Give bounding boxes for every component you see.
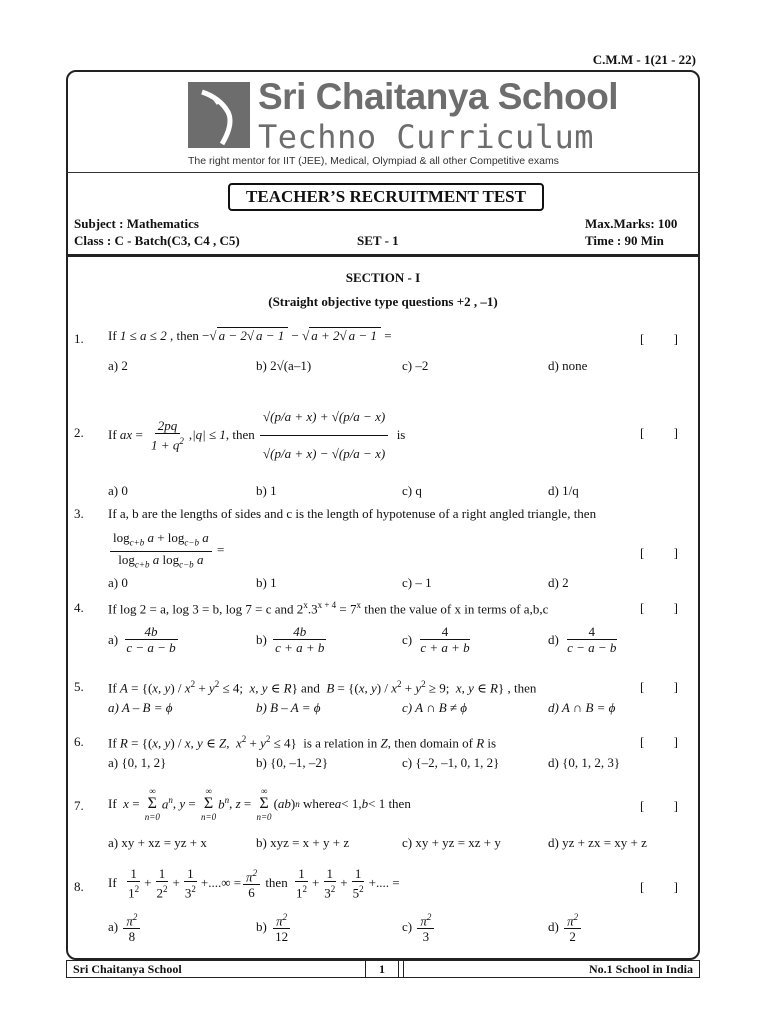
option-c: c) $\frac{4}{c + a + b}$: [402, 624, 470, 655]
divider: [66, 172, 700, 173]
question-2-stem: If ax = $\frac{2pq}{1 + q^2}$ , |q| ≤ 1 , then $\frac{√(p/a + x) + √(p/a - x)}{√(p/a + x) - √(p/a - x)}$ is: [108, 396, 405, 474]
option-a: a) 0: [108, 575, 128, 590]
option-d: d) none: [548, 358, 588, 373]
tagline: The right mentor for IIT (JEE), Medical, Olympiad & all other Competitive exams: [188, 155, 559, 167]
answer-bracket[interactable]: [ ]: [640, 600, 678, 615]
section-subtitle: (Straight objective type questions +2 , –1): [268, 294, 498, 309]
answer-bracket[interactable]: [ ]: [640, 545, 678, 560]
option-c: c) –2: [402, 358, 429, 373]
option-b: b) 1: [256, 483, 277, 498]
option-b: b) 1: [256, 575, 277, 590]
option-c: c) q: [402, 483, 422, 498]
time-label: Time : 90 Min: [585, 233, 664, 248]
question-3-stem: If a, b are the lengths of sides and c is the length of hypotenuse of a right angled triangle, then: [108, 506, 597, 521]
option-d: d) $\frac{4}{c - a - b}$: [548, 624, 617, 655]
test-title: TEACHER’S RECRUITMENT TEST: [228, 183, 544, 211]
question-1-stem: If 1 ≤ a ≤ 2 , then −√ a − 2√ a − 1 − √ a + 2√ a − 1 =: [108, 328, 392, 343]
option-a: a) xy + xz = yz + x: [108, 835, 207, 850]
option-c: c) A ∩ B ≠ ϕ: [402, 700, 468, 715]
option-b: b) $\frac{4b}{c + a + b}$: [256, 624, 325, 655]
max-marks-label: Max.Marks: 100: [585, 216, 678, 231]
option-d: d) 2: [548, 575, 569, 590]
option-d: d) 1/q: [548, 483, 579, 498]
answer-bracket[interactable]: [ ]: [640, 331, 678, 346]
answer-bracket[interactable]: [ ]: [640, 879, 678, 894]
subject-label: Subject : Mathematics: [74, 216, 199, 231]
question-number: 8.: [74, 879, 84, 894]
page-footer: [66, 960, 700, 978]
option-c: c) {–2, –1, 0, 1, 2}: [402, 755, 500, 770]
footer-divider: [397, 961, 404, 977]
question-8-stem: If $\frac{1}{1^2}$ + $\frac{1}{2^2}$ + $\frac{1}{3^2}$ +....∞ = $\frac{\pi^2}{6}$ then $\frac{1}{1^2}$ + $\frac{1}{3^2}$ + $\frac{1}{5^2}$ +.... =: [108, 866, 400, 901]
question-number: 2.: [74, 425, 84, 440]
school-logo-icon: [188, 82, 250, 148]
question-5-stem: If A = {(x, $y) / x^2 + y^2 \le 4$; x, y ∈ R} and B = {(x, $y) / x^2 + y^2 \ge 9$; x, y ∈ R} , then: [108, 679, 537, 696]
footer-school: Sri Chaitanya School: [73, 962, 182, 976]
class-label: Class : C - Batch(C3, C4 , C5): [74, 233, 240, 248]
option-a: a) $\frac{4b}{c - a - b}$: [108, 624, 176, 655]
brand-name: Sri Chaitanya School: [258, 76, 619, 117]
option-c: c) xy + yz = xz + y: [402, 835, 501, 850]
option-c: c) – 1: [402, 575, 432, 590]
answer-bracket[interactable]: [ ]: [640, 425, 678, 440]
option-d: d) yz + zx = xy + z: [548, 835, 647, 850]
option-a: a) A – B = ϕ: [108, 700, 173, 715]
option-b: b) {0, –1, –2}: [256, 755, 329, 770]
option-a: a) {0, 1, 2}: [108, 755, 167, 770]
question-number: 4.: [74, 600, 84, 615]
option-d: d) A ∩ B = ϕ: [548, 700, 616, 715]
document-code: C.M.M - 1(21 - 22): [592, 52, 696, 67]
option-b: b) B – A = ϕ: [256, 700, 321, 715]
answer-bracket[interactable]: [ ]: [640, 798, 678, 813]
answer-bracket[interactable]: [ ]: [640, 679, 678, 694]
page-number: 1: [365, 961, 399, 977]
divider-thick: [66, 254, 700, 257]
option-c: c) $\frac{\pi^2}{3}$: [402, 910, 436, 944]
option-b: b) $\frac{\pi^2}{12}$: [256, 912, 289, 945]
question-number: 5.: [74, 679, 84, 694]
set-label: SET - 1: [357, 233, 399, 248]
option-d: d) {0, 1, 2, 3}: [548, 755, 621, 770]
option-b: b) xyz = x + y + z: [256, 835, 350, 850]
option-a: a) $\frac{\pi^2}{8}$: [108, 910, 142, 944]
option-d: d) $\frac{\pi^2}{2}$: [548, 910, 583, 944]
question-7-stem: If x = ∞ Σ n=0 $a^n$ , y = ∞ Σ n=0 $b^n$ , z = ∞ Σ n=0 ( ab ) n where a < 1, b < 1 then: [108, 786, 411, 822]
option-a: a) 2: [108, 358, 128, 373]
question-3-expression: $\frac{\log_{c+b} a + \log_{c-b} a}{\log_{c+b} a \log_{c-b} a}$ =: [108, 530, 224, 572]
question-number: 1.: [74, 331, 84, 346]
question-number: 7.: [74, 798, 84, 813]
footer-slogan: No.1 School in India: [588, 962, 693, 976]
question-number: 6.: [74, 734, 84, 749]
question-6-stem: If R = {(x, y) / x, y ∈ Z, $x^2 + y^2 \le 4$} is a relation in Z, then domain of R is: [108, 734, 497, 751]
question-number: 3.: [74, 506, 84, 521]
option-a: a) 0: [108, 483, 128, 498]
question-4-stem: If log 2 = a, log 3 = b, log 7 = c and $2^x.3^{x + 4} = 7^x$ then the value of x in terms of a,b,c: [108, 600, 549, 617]
section-title: SECTION - I: [345, 270, 421, 285]
brand-subtitle: Techno Curriculum: [258, 118, 595, 156]
answer-bracket[interactable]: [ ]: [640, 734, 678, 749]
option-b: b) 2√(a–1): [256, 358, 312, 373]
